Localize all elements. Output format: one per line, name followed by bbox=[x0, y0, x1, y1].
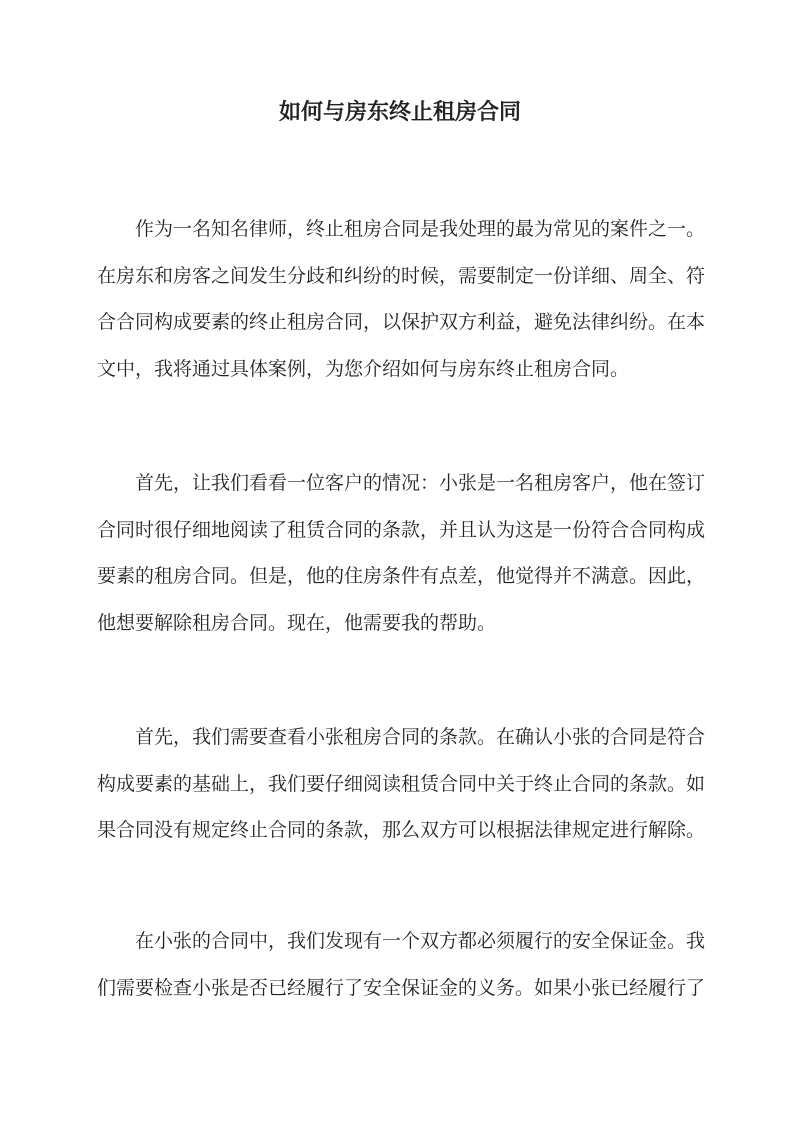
paragraph-3 bbox=[97, 714, 706, 854]
paragraph-line: 作为一名知名律师，终止租房合同是我处理的最为常见的案件之一。 bbox=[135, 218, 706, 240]
paragraph-line: 构成要素的基础上，我们要仔细阅读租赁合同中关于终止合同的条款。如 bbox=[97, 772, 706, 795]
paragraph-line: 在小张的合同中，我们发现有一个双方都必须履行的安全保证金。我 bbox=[135, 930, 706, 952]
paragraph-line: 果合同没有规定终止合同的条款，那么双方可以根据法律规定进行解除。 bbox=[97, 819, 706, 841]
paragraph-line: 文中，我将通过具体案例，为您介绍如何与房东终止租房合同。 bbox=[97, 357, 630, 380]
paragraph-1 bbox=[97, 206, 706, 392]
paragraph-line: 在房东和房客之间发生分歧和纠纷的时候，需要制定一份详细、周全、符 bbox=[97, 264, 706, 287]
paragraph-line: 他想要解除租房合同。现在，他需要我的帮助。 bbox=[97, 611, 497, 634]
paragraph-line: 要素的租房合同。但是，他的住房条件有点差，他觉得并不满意。因此， bbox=[97, 565, 706, 587]
paragraph-line: 首先，让我们看看一位客户的情况：小张是一名租房客户，他在签订 bbox=[135, 472, 706, 494]
paragraph-line: 首先，我们需要查看小张租房合同的条款。在确认小张的合同是符合 bbox=[135, 726, 706, 748]
paragraph-line: 合合同构成要素的终止租房合同，以保护双方利益，避免法律纠纷。在本 bbox=[97, 311, 706, 333]
paragraph-line: 合同时很仔细地阅读了租赁合同的条款，并且认为这是一份符合合同构成 bbox=[97, 518, 706, 541]
paragraph-line: 们需要检查小张是否已经履行了安全保证金的义务。如果小张已经履行了 bbox=[97, 976, 706, 999]
document-title: 如何与房东终止租房合同 bbox=[278, 99, 521, 125]
paragraph-4 bbox=[97, 918, 706, 1011]
paragraph-2 bbox=[97, 460, 706, 646]
